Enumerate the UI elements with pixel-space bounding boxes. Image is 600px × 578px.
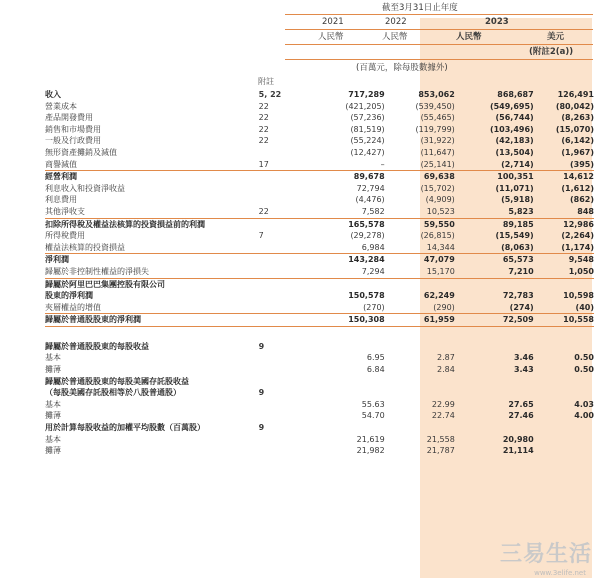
row-label: 無形資產攤銷及減值 bbox=[45, 147, 117, 157]
value-2023-rmb: (11,071) bbox=[495, 183, 534, 193]
value-2022 bbox=[385, 341, 455, 353]
row-label: 利息費用 bbox=[45, 195, 77, 205]
row-label: 營業成本 bbox=[45, 101, 77, 111]
table-row bbox=[45, 387, 594, 399]
row-note bbox=[259, 218, 319, 230]
value-2023-rmb: (42,183) bbox=[495, 136, 534, 146]
row-label: 銷售和市場費用 bbox=[45, 124, 101, 134]
value-2023-rmb: 5,823 bbox=[508, 206, 534, 216]
value-2023-rmb: 100,351 bbox=[455, 171, 534, 183]
value-2023-usd: 0.50 bbox=[574, 353, 594, 363]
value-2023-usd bbox=[534, 341, 594, 353]
row-note: 9 bbox=[258, 341, 265, 351]
value-2023-usd: (1,612) bbox=[561, 183, 594, 193]
value-2021: 54.70 bbox=[361, 411, 385, 421]
row-note bbox=[259, 266, 319, 278]
value-2023-rmb bbox=[455, 341, 534, 353]
value-2021: 6.95 bbox=[366, 353, 385, 363]
note-reference: (附註2(a)) bbox=[529, 47, 574, 57]
row-note: 22 bbox=[258, 136, 269, 146]
value-2023-usd: (8,263) bbox=[561, 113, 594, 123]
table-row bbox=[45, 410, 594, 422]
value-2022: 10,523 bbox=[426, 206, 455, 216]
value-2023-rmb: 72,783 bbox=[502, 291, 534, 301]
value-2023-usd: 10,598 bbox=[563, 291, 594, 301]
value-2023-rmb: (549,695) bbox=[489, 101, 534, 111]
value-2022: (25,141) bbox=[420, 159, 455, 169]
value-2023-rmb bbox=[455, 376, 534, 388]
value-2023-usd: (15,070) bbox=[555, 124, 594, 134]
income-statement-table bbox=[45, 89, 594, 457]
note-column-header: 附註 bbox=[258, 77, 274, 86]
value-2021: 7,294 bbox=[361, 266, 385, 276]
value-2021: 7,582 bbox=[361, 206, 385, 216]
currency-2022: 人民幣 bbox=[382, 32, 408, 42]
row-label: 攤薄 bbox=[45, 411, 61, 421]
value-2021: – bbox=[380, 159, 385, 169]
value-2023-rmb bbox=[455, 422, 534, 434]
year-2023: 2023 bbox=[485, 17, 509, 27]
table-row bbox=[45, 89, 594, 101]
value-2022: 47,079 bbox=[385, 254, 455, 266]
currency-2021: 人民幣 bbox=[318, 32, 344, 42]
value-2022: 21,558 bbox=[426, 434, 455, 444]
row-note bbox=[259, 434, 319, 446]
value-2023-usd bbox=[534, 422, 594, 434]
row-note bbox=[259, 376, 319, 388]
row-label: 基本 bbox=[45, 353, 61, 363]
table-row bbox=[45, 445, 594, 457]
row-note: 22 bbox=[258, 124, 269, 134]
table-row bbox=[45, 422, 594, 434]
value-2023-rmb: 27.46 bbox=[508, 411, 534, 421]
row-label: 收入 bbox=[45, 90, 61, 99]
table-row bbox=[45, 230, 594, 242]
row-label: 利息收入和投資淨收益 bbox=[45, 183, 125, 193]
value-2022: (15,702) bbox=[420, 183, 455, 193]
value-2023-rmb: (8,063) bbox=[501, 242, 534, 252]
row-label: 股東的淨利潤 bbox=[45, 291, 93, 301]
value-2021: 6.84 bbox=[366, 365, 385, 375]
value-2023-rmb: 65,573 bbox=[455, 254, 534, 266]
value-2023-usd: 126,491 bbox=[557, 90, 594, 99]
value-2022: 15,170 bbox=[426, 266, 455, 276]
value-2023-rmb: (15,549) bbox=[495, 231, 534, 241]
value-2021: 150,578 bbox=[348, 291, 385, 301]
value-2023-usd: 14,612 bbox=[534, 171, 594, 183]
row-label: 基本 bbox=[45, 434, 61, 444]
table-row bbox=[45, 290, 594, 302]
row-note bbox=[259, 242, 319, 254]
value-2023-rmb: 27.65 bbox=[508, 399, 534, 409]
row-note bbox=[259, 194, 319, 206]
value-2022: 21,787 bbox=[426, 446, 455, 456]
row-note bbox=[259, 364, 319, 376]
value-2021: (29,278) bbox=[350, 231, 385, 241]
table-row bbox=[45, 171, 594, 183]
table-row bbox=[45, 112, 594, 124]
row-label: 夾層權益的增值 bbox=[45, 302, 101, 312]
value-2022: 14,344 bbox=[426, 242, 455, 252]
value-2022: 2.84 bbox=[436, 365, 455, 375]
value-2021: (57,236) bbox=[350, 113, 385, 123]
value-2022 bbox=[385, 376, 455, 388]
row-note: 9 bbox=[258, 423, 265, 433]
value-2023-usd bbox=[534, 387, 594, 399]
row-note bbox=[259, 254, 319, 266]
value-2023-usd: 1,050 bbox=[568, 266, 594, 276]
row-label: （每股美國存託股相等於八股普通股） bbox=[45, 388, 181, 398]
table-row bbox=[45, 364, 594, 376]
value-2022: 61,959 bbox=[385, 314, 455, 327]
row-label: 一般及行政費用 bbox=[45, 136, 101, 146]
row-note bbox=[259, 147, 319, 159]
value-2023-rmb: 868,687 bbox=[497, 90, 534, 99]
row-note: 22 bbox=[258, 101, 269, 111]
value-2021: 717,289 bbox=[348, 90, 385, 99]
value-2023-rmb bbox=[455, 387, 534, 399]
value-2023-rmb: 20,980 bbox=[502, 434, 534, 444]
currency-2023-usd: 美元 bbox=[547, 32, 565, 42]
value-2022: 853,062 bbox=[418, 90, 455, 99]
value-2023-usd: 4.00 bbox=[574, 411, 594, 421]
row-note bbox=[259, 171, 319, 183]
row-label: 權益法核算的投資損益 bbox=[45, 242, 125, 252]
value-2023-usd: 0.50 bbox=[574, 365, 594, 375]
value-2022: 22.74 bbox=[431, 411, 455, 421]
value-2021: 165,578 bbox=[319, 218, 385, 230]
currency-rule bbox=[285, 44, 593, 45]
table-row bbox=[45, 183, 594, 195]
value-2021: 143,284 bbox=[319, 254, 385, 266]
value-2023-rmb: 89,185 bbox=[455, 218, 534, 230]
value-2023-rmb: (56,744) bbox=[495, 113, 534, 123]
table-row bbox=[45, 101, 594, 113]
row-note: 17 bbox=[258, 159, 269, 169]
row-label: 攤薄 bbox=[45, 446, 61, 456]
value-2023-rmb: 72,509 bbox=[455, 314, 534, 327]
table-row bbox=[45, 376, 594, 388]
value-2021: 6,984 bbox=[361, 242, 385, 252]
table-row bbox=[45, 206, 594, 218]
table-row bbox=[45, 147, 594, 159]
header-rule bbox=[285, 14, 593, 15]
value-2023-rmb: (13,504) bbox=[495, 147, 534, 157]
row-note bbox=[259, 314, 319, 327]
row-label: 所得稅費用 bbox=[45, 231, 85, 241]
row-note: 22 bbox=[258, 113, 269, 123]
note-rule bbox=[285, 59, 593, 60]
value-2023-rmb: 3.46 bbox=[513, 353, 534, 363]
row-label: 淨利潤 bbox=[45, 254, 259, 266]
table-row bbox=[45, 352, 594, 364]
row-note bbox=[259, 445, 319, 457]
value-2022: (26,815) bbox=[420, 231, 455, 241]
row-label: 歸屬於普通股股東的每股收益 bbox=[45, 341, 149, 351]
currency-2023-rmb: 人民幣 bbox=[456, 32, 482, 42]
row-label: 歸屬於普通股股東的每股美國存託股收益 bbox=[45, 376, 189, 386]
value-2022: (539,450) bbox=[415, 101, 455, 111]
value-2021: 55.63 bbox=[361, 399, 385, 409]
value-2023-usd: 848 bbox=[577, 206, 594, 216]
value-2021: 21,619 bbox=[356, 434, 385, 444]
row-label: 經營利潤 bbox=[45, 171, 259, 183]
table-row bbox=[45, 314, 594, 327]
value-2022: (11,647) bbox=[420, 147, 455, 157]
value-2023-rmb: (5,918) bbox=[501, 195, 534, 205]
value-2022: (31,922) bbox=[420, 136, 455, 146]
value-2023-usd bbox=[534, 434, 594, 446]
value-2021: (421,205) bbox=[345, 101, 385, 111]
value-2021: (55,224) bbox=[350, 136, 385, 146]
value-2023-usd: 12,986 bbox=[534, 218, 594, 230]
row-note bbox=[259, 399, 319, 411]
year-2021: 2021 bbox=[322, 17, 344, 27]
value-2022: 22.99 bbox=[431, 399, 455, 409]
value-2023-usd: 10,558 bbox=[534, 314, 594, 327]
value-2023-usd: 9,548 bbox=[534, 254, 594, 266]
value-2023-rmb: 3.43 bbox=[513, 365, 534, 375]
value-2021 bbox=[319, 376, 385, 388]
value-2023-usd: (80,042) bbox=[555, 101, 594, 111]
value-2021: (270) bbox=[363, 302, 385, 312]
value-2022: 59,550 bbox=[385, 218, 455, 230]
table-row bbox=[45, 341, 594, 353]
value-2023-usd: (1,174) bbox=[561, 242, 594, 252]
spacer-row bbox=[45, 326, 594, 341]
value-2023-rmb: (103,496) bbox=[489, 124, 534, 134]
value-2023-usd: (862) bbox=[569, 195, 594, 205]
watermark-logo: 三易生活 bbox=[499, 542, 592, 567]
value-2023-rmb: (2,714) bbox=[501, 159, 534, 169]
table-row bbox=[45, 302, 594, 314]
unit-label: (百萬元，除每股數據外) bbox=[356, 63, 448, 73]
year-2022: 2022 bbox=[385, 17, 407, 27]
value-2021: 89,678 bbox=[319, 171, 385, 183]
value-2023-rmb: (274) bbox=[509, 302, 534, 312]
value-2023-usd: 4.03 bbox=[574, 399, 594, 409]
value-2022: 69,638 bbox=[385, 171, 455, 183]
row-label: 歸屬於非控制性權益的淨損失 bbox=[45, 266, 149, 276]
value-2021: (12,427) bbox=[350, 147, 385, 157]
value-2021: 21,982 bbox=[356, 446, 385, 456]
table-row bbox=[45, 194, 594, 206]
value-2022 bbox=[385, 387, 455, 399]
value-2023-usd: (2,264) bbox=[561, 231, 594, 241]
table-row bbox=[45, 218, 594, 230]
value-2023-rmb: 7,210 bbox=[508, 266, 534, 276]
row-note bbox=[259, 183, 319, 195]
value-2022 bbox=[385, 278, 455, 290]
value-2023-rmb bbox=[455, 278, 534, 290]
table-row bbox=[45, 266, 594, 278]
value-2021: (81,519) bbox=[350, 124, 385, 134]
value-2021 bbox=[319, 341, 385, 353]
row-label: 歸屬於阿里巴巴集團控股有限公司 bbox=[45, 278, 259, 290]
table-row bbox=[45, 399, 594, 411]
row-note bbox=[259, 290, 319, 302]
value-2023-usd: (395) bbox=[569, 159, 594, 169]
value-2023-usd bbox=[534, 445, 594, 457]
value-2021 bbox=[319, 278, 385, 290]
value-2023-rmb: 21,114 bbox=[502, 446, 534, 456]
watermark-url: www.3elife.net bbox=[534, 569, 586, 577]
value-2022: (4,909) bbox=[425, 195, 455, 205]
value-2023-usd: (1,967) bbox=[561, 147, 594, 157]
value-2023-usd: (40) bbox=[575, 302, 594, 312]
row-note bbox=[259, 352, 319, 364]
value-2023-usd: (6,142) bbox=[561, 136, 594, 146]
value-2023-usd bbox=[534, 376, 594, 388]
value-2021 bbox=[319, 422, 385, 434]
row-note: 7 bbox=[258, 231, 264, 241]
row-note bbox=[259, 278, 319, 290]
value-2021: 150,308 bbox=[319, 314, 385, 327]
value-2022: (55,465) bbox=[420, 113, 455, 123]
value-2022: (290) bbox=[433, 302, 455, 312]
row-label: 商譽減值 bbox=[45, 159, 77, 169]
row-label: 基本 bbox=[45, 399, 61, 409]
table-row bbox=[45, 135, 594, 147]
period-heading: 截至3月31日止年度 bbox=[382, 3, 458, 13]
value-2022: 62,249 bbox=[423, 291, 455, 301]
row-note: 22 bbox=[258, 206, 269, 216]
table-row bbox=[45, 278, 594, 290]
row-label: 其他淨收支 bbox=[45, 206, 85, 216]
row-note bbox=[259, 302, 319, 314]
value-2022 bbox=[385, 422, 455, 434]
value-2021 bbox=[319, 387, 385, 399]
value-2021: 72,794 bbox=[356, 183, 385, 193]
year-rule bbox=[285, 29, 593, 30]
value-2022: 2.87 bbox=[436, 353, 455, 363]
row-note: 5, 22 bbox=[258, 90, 282, 99]
table-row bbox=[45, 254, 594, 266]
table-row bbox=[45, 159, 594, 171]
row-note: 9 bbox=[258, 388, 265, 398]
row-label: 扣除所得稅及權益法核算的投資損益前的利潤 bbox=[45, 218, 259, 230]
table-row bbox=[45, 242, 594, 254]
table-row bbox=[45, 124, 594, 136]
value-2022: (119,799) bbox=[415, 124, 455, 134]
row-note bbox=[259, 410, 319, 422]
value-2021: (4,476) bbox=[355, 195, 385, 205]
row-label: 產品開發費用 bbox=[45, 113, 93, 123]
value-2023-usd bbox=[534, 278, 594, 290]
row-label: 歸屬於普通股股東的淨利潤 bbox=[45, 314, 259, 327]
table-row bbox=[45, 434, 594, 446]
row-label: 攤薄 bbox=[45, 365, 61, 375]
row-label: 用於計算每股收益的加權平均股數（百萬股） bbox=[45, 423, 205, 433]
